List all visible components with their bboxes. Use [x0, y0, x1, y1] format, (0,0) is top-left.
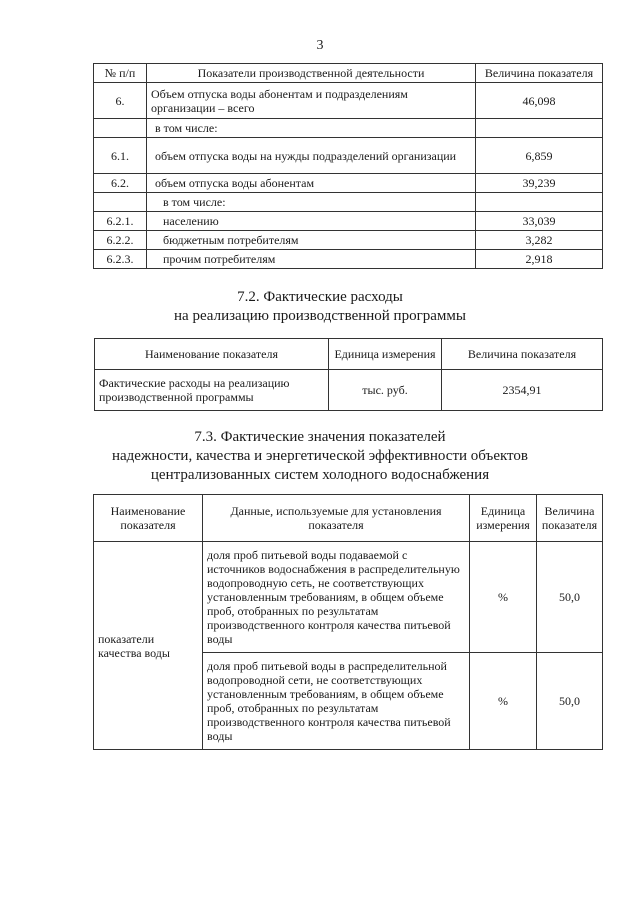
section-7-3-title-line1: 7.3. Фактические значения показателей [194, 429, 446, 445]
row-value: 2,918 [476, 250, 603, 269]
row-indicator: в том числе: [147, 119, 476, 138]
row-number: 6.2. [94, 174, 147, 193]
row-unit: % [470, 653, 537, 750]
table-row [94, 542, 603, 653]
row-value: 33,039 [476, 212, 603, 231]
table-row [94, 174, 603, 193]
section-7-3-title-line2: надежности, качества и энергетической эффективности объектов [111, 448, 528, 464]
section-7-3-title-line3: централизованных систем холодного водоснабжения [150, 467, 490, 483]
table-header-row [94, 64, 603, 83]
row-value [476, 193, 603, 212]
header-name: Наименование показателя [94, 495, 203, 542]
row-value: 46,098 [476, 83, 603, 119]
row-value [476, 119, 603, 138]
row-data: доля проб питьевой воды подаваемой с источников водоснабжения в распределительную водопроводную сеть, не соответствующих установленным требованиям, в общем объеме проб, отобранных по результатам производственного контроля качества питьевой воды [203, 542, 470, 653]
row-indicator: бюджетным потребителям [147, 231, 476, 250]
row-indicator: объем отпуска воды на нужды подразделений организации [147, 138, 476, 174]
row-indicator: Объем отпуска воды абонентам и подразделениям организации – всего [147, 83, 476, 119]
section-7-3-title [0, 428, 640, 485]
section-7-2-title-line1: 7.2. Фактические расходы [237, 289, 403, 305]
table-row [94, 212, 603, 231]
header-name: Наименование показателя [95, 339, 329, 370]
row-indicator: населению [147, 212, 476, 231]
row-indicator: прочим потребителям [147, 250, 476, 269]
table-row [94, 83, 603, 119]
row-number [94, 119, 147, 138]
table-row [95, 370, 603, 411]
header-indicator: Показатели производственной деятельности [147, 64, 476, 83]
row-number [94, 193, 147, 212]
header-value: Величина показателя [476, 64, 603, 83]
row-indicator: объем отпуска воды абонентам [147, 174, 476, 193]
production-indicators-table [93, 63, 603, 269]
row-name: Фактические расходы на реализацию производственной программы [95, 370, 329, 411]
page-number: 3 [316, 38, 324, 53]
table-row [94, 193, 603, 212]
row-value: 39,239 [476, 174, 603, 193]
section-7-2-title-line2: на реализацию производственной программы [174, 308, 466, 324]
header-value: Величина показателя [442, 339, 603, 370]
table-row [94, 138, 603, 174]
row-number: 6.2.1. [94, 212, 147, 231]
row-value: 50,0 [537, 542, 603, 653]
row-value: 2354,91 [442, 370, 603, 411]
row-unit: тыс. руб. [329, 370, 442, 411]
table-header-row [95, 339, 603, 370]
group-name: показатели качества воды [94, 542, 203, 750]
row-number: 6.1. [94, 138, 147, 174]
header-value: Величина показателя [537, 495, 603, 542]
quality-indicators-table [93, 494, 603, 750]
table-row [94, 231, 603, 250]
row-data: доля проб питьевой воды в распределительной водопроводной сети, не соответствующих установленным требованиям, в общем объеме проб, отобранных по результатам производственного контроля качества питьевой воды [203, 653, 470, 750]
row-number: 6.2.3. [94, 250, 147, 269]
table-header-row [94, 495, 603, 542]
header-data: Данные, используемые для установления показателя [203, 495, 470, 542]
row-value: 6,859 [476, 138, 603, 174]
row-indicator: в том числе: [147, 193, 476, 212]
header-unit: Единица измерения [470, 495, 537, 542]
section-7-2-title [0, 288, 640, 326]
header-unit: Единица измерения [329, 339, 442, 370]
row-number: 6.2.2. [94, 231, 147, 250]
row-number: 6. [94, 83, 147, 119]
header-number: № п/п [94, 64, 147, 83]
table-row [94, 119, 603, 138]
row-unit: % [470, 542, 537, 653]
expenses-table [94, 338, 603, 411]
row-value: 3,282 [476, 231, 603, 250]
table-row [94, 250, 603, 269]
row-value: 50,0 [537, 653, 603, 750]
